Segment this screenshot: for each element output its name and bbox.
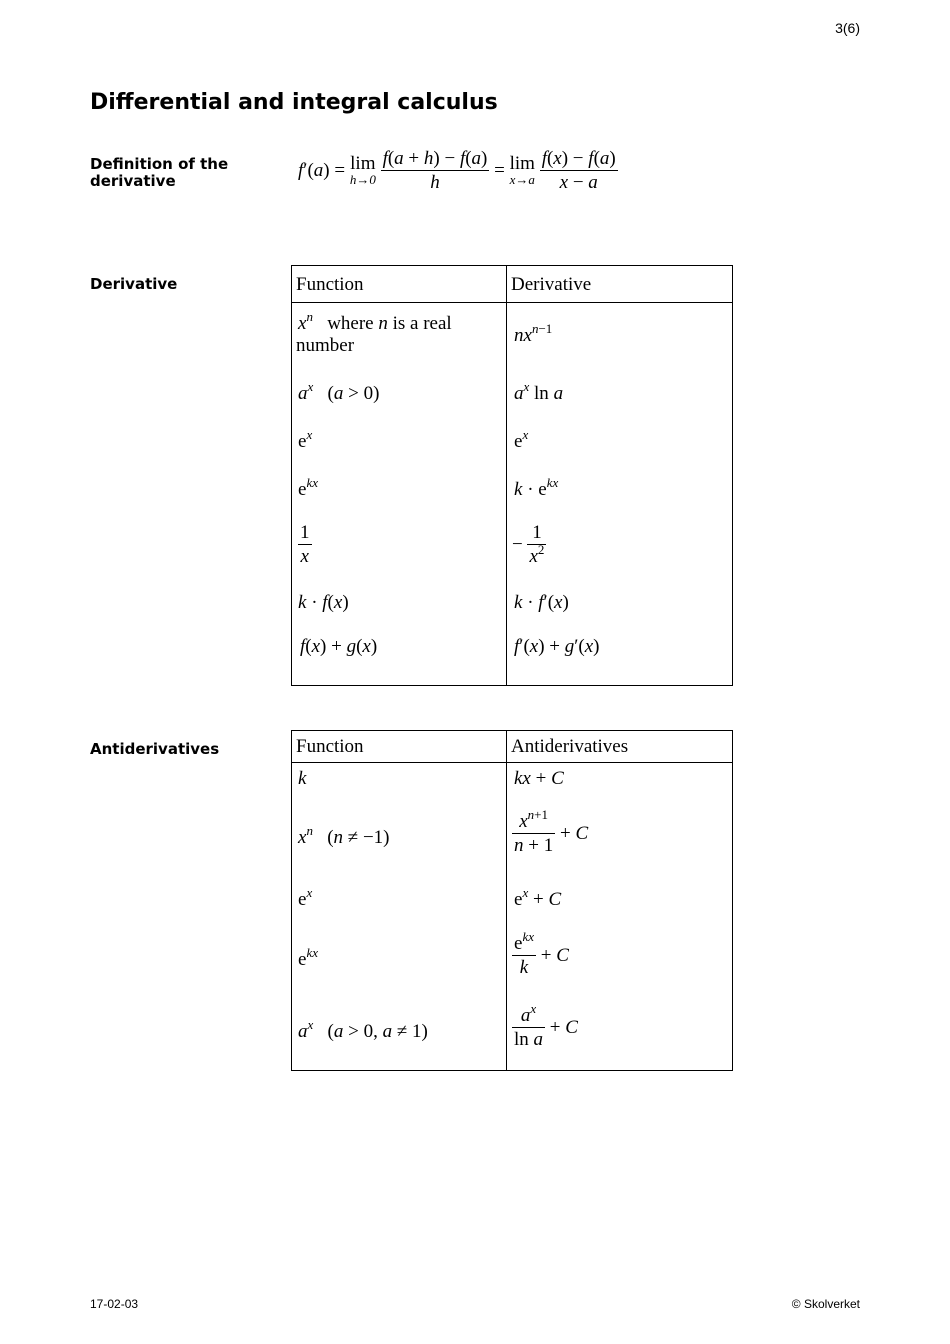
antiderivatives-label: Antiderivatives	[90, 740, 220, 758]
footer-date: 17-02-03	[90, 1297, 139, 1311]
derivative-definition-formula: f′(a) = lim h→0 $\frac{f(a + h) - f(a)}{h}$ = lim x→a $\frac{f(x) - f(a)}{x - a}$	[298, 148, 616, 193]
derivative-col-function: Function	[296, 274, 364, 295]
table-row: $k \cdot e^{kx}$	[514, 475, 559, 500]
antiderivatives-col-antiderivatives: Antiderivatives	[511, 736, 629, 757]
derivative-table	[291, 265, 733, 686]
table-row: $a^x$ (a > 0)	[298, 379, 380, 404]
page-title: Differential and integral calculus	[90, 90, 498, 115]
table-row: $\frac{x^{n+1}}{n + 1}$ + C	[514, 807, 589, 856]
limit-h-to-0: lim h→0	[349, 152, 376, 187]
table-row: $\frac{1}{x}$	[300, 522, 310, 567]
table-row: f(x) + g(x)	[300, 636, 378, 657]
limit-x-to-a: lim x→a	[509, 152, 535, 187]
table-row: f′(x) + g′(x)	[514, 636, 600, 657]
table-row: k	[298, 768, 307, 789]
table-row: kx + C	[514, 768, 564, 789]
table-row: $e^x$	[514, 427, 529, 452]
footer-copyright: © Skolverket	[791, 1297, 860, 1311]
table-row: $nx^{n-1}$	[514, 321, 553, 346]
table-row: $\frac{a^x}{\text{ln a}}$ + C	[514, 1001, 578, 1050]
difference-quotient-x: $\frac{f(x) - f(a)}{x - a}$	[541, 148, 616, 193]
definition-label-line1: Definition of the	[90, 155, 229, 173]
derivative-col-derivative: Derivative	[511, 274, 592, 295]
limit-subscript-x: x→a	[509, 171, 535, 187]
table-row: $a^x$ (a > 0, a ≠ 1)	[298, 1017, 428, 1042]
table-row: $e^{kx}$	[298, 475, 318, 500]
antiderivatives-col-function: Function	[296, 736, 364, 757]
table-row: $e^x$	[298, 427, 313, 452]
limit-subscript-h: h→0	[349, 171, 376, 187]
table-row: $e^x$	[298, 885, 313, 910]
table-row: $x^n$ (n ≠ −1)	[298, 823, 390, 848]
table-row: $e^x + C$	[514, 885, 562, 910]
derivative-label: Derivative	[90, 275, 178, 293]
table-row: $e^{kx}$	[298, 945, 318, 970]
table-row: $a^x$ ln a	[514, 379, 564, 404]
difference-quotient-h: $\frac{f(a + h) - f(a)}{h}$	[382, 148, 488, 193]
table-row: k · f′(x)	[514, 592, 569, 613]
definition-label	[90, 156, 228, 190]
antiderivatives-table	[291, 730, 733, 1071]
table-row: k · f(x)	[298, 592, 349, 613]
page-number: 3(6)	[835, 20, 860, 36]
definition-label-line2: derivative	[90, 172, 176, 190]
table-row: − $\frac{1}{x^2}$	[512, 522, 545, 567]
table-row: $x^n$ where n is a real number	[296, 309, 452, 356]
table-row: $\frac{e^{kx}}{k}$ + C	[514, 929, 569, 978]
